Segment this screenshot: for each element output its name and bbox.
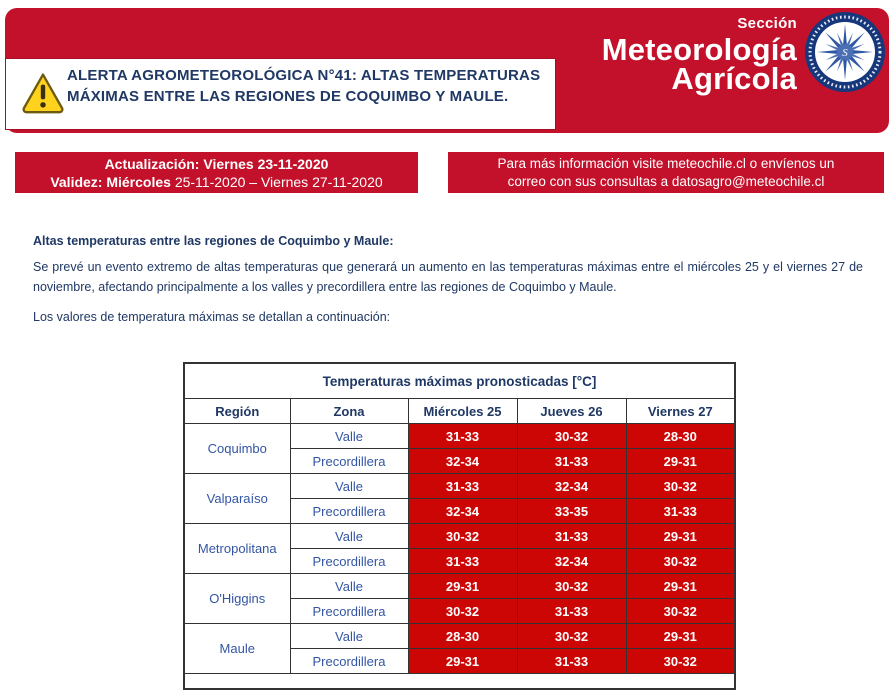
zone-cell: Precordillera (290, 599, 408, 624)
validity-dates: 25-11-2020 – Viernes 27-11-2020 (170, 173, 383, 190)
temperature-cell: 31-33 (408, 474, 517, 499)
table-row (184, 624, 735, 649)
brand-title-line2: Agrícola (671, 61, 797, 96)
temperature-cell: 31-33 (517, 599, 626, 624)
zone-cell: Precordillera (290, 549, 408, 574)
temperature-cell: 29-31 (408, 574, 517, 599)
temperature-cell: 31-33 (408, 549, 517, 574)
table-lead-in: Los valores de temperatura máximas se detallan a continuación: (33, 310, 391, 324)
brand-block (602, 16, 797, 94)
update-validity-box (15, 152, 418, 193)
temperature-cell: 31-33 (626, 499, 735, 524)
temperature-cell: 30-32 (626, 549, 735, 574)
column-header: Región (184, 399, 290, 424)
temperature-cell: 30-32 (626, 599, 735, 624)
svg-text:S: S (842, 47, 848, 59)
temperature-cell: 28-30 (408, 624, 517, 649)
temperature-cell: 31-33 (517, 524, 626, 549)
table-row (184, 424, 735, 449)
update-text: Actualización: Viernes 23-11-2020 (104, 155, 329, 172)
temperature-cell: 32-34 (517, 474, 626, 499)
cutoff-cell (184, 674, 735, 690)
column-header: Miércoles 25 (408, 399, 517, 424)
temperature-cell: 29-31 (626, 624, 735, 649)
table-caption-row (184, 363, 735, 399)
zone-cell: Precordillera (290, 649, 408, 674)
meteochile-logo-icon (804, 11, 886, 93)
forecast-table (183, 362, 736, 690)
region-cell: Valparaíso (184, 474, 290, 524)
body-heading: Altas temperaturas entre las regiones de Coquimbo y Maule: (33, 234, 394, 248)
temperature-cell: 29-31 (626, 449, 735, 474)
zone-cell: Valle (290, 624, 408, 649)
temperature-cell: 30-32 (408, 524, 517, 549)
temperature-cell: 30-32 (626, 474, 735, 499)
temperature-cell: 28-30 (626, 424, 735, 449)
temperature-cell: 30-32 (626, 649, 735, 674)
zone-cell: Valle (290, 424, 408, 449)
table-row (184, 474, 735, 499)
temperature-cell: 30-32 (517, 624, 626, 649)
temperature-cell: 32-34 (408, 499, 517, 524)
contact-line-2: correo con sus consultas a datosagro@meteochile.cl (507, 173, 825, 189)
region-cell: O'Higgins (184, 574, 290, 624)
zone-cell: Valle (290, 474, 408, 499)
warning-triangle-icon (21, 70, 65, 114)
alert-title: ALERTA AGROMETEOROLÓGICA N°41: ALTAS TEMPERATURAS MÁXIMAS ENTRE LAS REGIONES DE COQUIMBO Y MAULE. (67, 67, 541, 105)
temperature-cell: 30-32 (517, 574, 626, 599)
temperature-cell: 32-34 (408, 449, 517, 474)
table-row (184, 524, 735, 549)
temperature-cell: 31-33 (517, 449, 626, 474)
temperature-cell: 32-34 (517, 549, 626, 574)
update-line (15, 155, 418, 173)
column-header: Viernes 27 (626, 399, 735, 424)
section-label: Sección (737, 15, 797, 32)
temperature-cell: 29-31 (408, 649, 517, 674)
region-cell: Maule (184, 624, 290, 674)
validity-label: Validez: Miércoles (50, 173, 171, 190)
temperature-cell: 30-32 (408, 599, 517, 624)
contact-line-1: Para más información visite meteochile.cl o envíenos un (497, 155, 835, 171)
table-header-row (184, 399, 735, 424)
column-header: Zona (290, 399, 408, 424)
zone-cell: Precordillera (290, 499, 408, 524)
column-header: Jueves 26 (517, 399, 626, 424)
alert-title-box (5, 58, 556, 130)
body-paragraph: Se prevé un evento extremo de altas temperaturas que generará un aumento en las temperaturas máximas entre el miércoles 25 y el viernes 27 de noviembre, afectando principalmente a los valles y precordillera entre las regiones de Coquimbo y Maule. (33, 260, 863, 294)
temperature-cell: 29-31 (626, 524, 735, 549)
zone-cell: Valle (290, 574, 408, 599)
region-cell: Coquimbo (184, 424, 290, 474)
table-cutoff-row (184, 674, 735, 690)
table-row (184, 574, 735, 599)
brand-title-line1: Meteorología (601, 32, 797, 67)
contact-info-box (448, 152, 884, 193)
temperature-cell: 31-33 (517, 649, 626, 674)
temperature-cell: 29-31 (626, 574, 735, 599)
region-cell: Metropolitana (184, 524, 290, 574)
temperature-cell: 33-35 (517, 499, 626, 524)
table-title: Temperaturas máximas pronosticadas [°C] (184, 363, 735, 399)
zone-cell: Precordillera (290, 449, 408, 474)
temperature-cell: 31-33 (408, 424, 517, 449)
validity-line (15, 173, 418, 191)
temperature-cell: 30-32 (517, 424, 626, 449)
zone-cell: Valle (290, 524, 408, 549)
